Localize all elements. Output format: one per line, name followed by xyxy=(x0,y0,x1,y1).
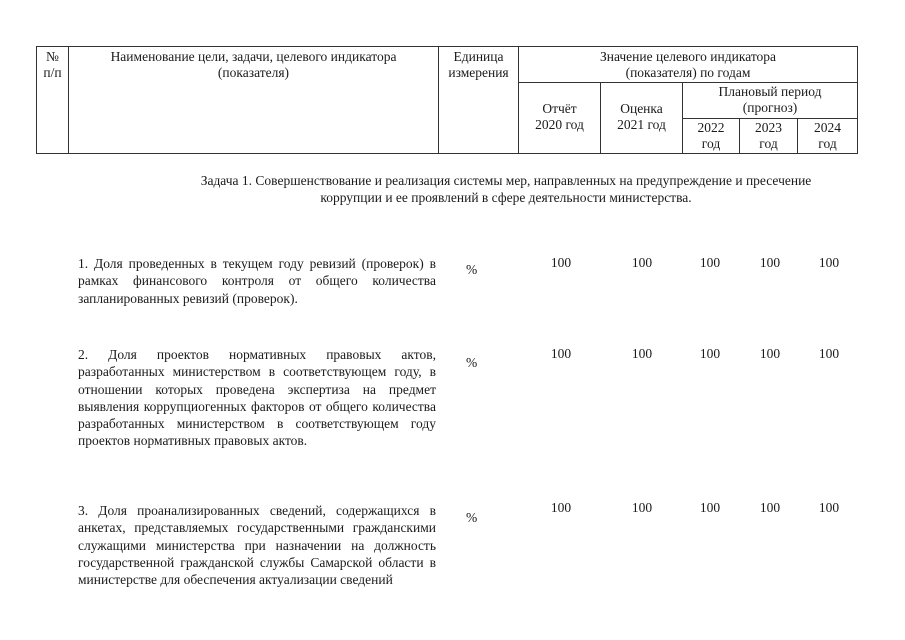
header-report-2020: Отчёт 2020 год xyxy=(535,101,584,132)
indicator-value-2024: 100 xyxy=(818,346,840,361)
indicator-value-2023: 100 xyxy=(759,255,781,270)
header-name: Наименование цели, задачи, целевого индикатора (показателя) xyxy=(110,49,397,80)
indicator-unit: % xyxy=(466,355,478,370)
indicator-text: 1. Доля проведенных в текущем году ревизий (проверок) в рамках финансового контроля от общего количества запланированных ревизий (проверок). xyxy=(78,256,436,306)
table-border-top xyxy=(36,46,858,47)
indicator-value-2022: 100 xyxy=(699,346,721,361)
indicator-value-2024: 100 xyxy=(818,500,840,515)
header-estimate-2021: Оценка 2021 год xyxy=(617,101,666,132)
row-separator xyxy=(682,118,858,119)
header-year-2024: 2024 год xyxy=(814,120,841,151)
indicator-value-2020: 100 xyxy=(550,255,572,270)
indicator-text: 3. Доля проанализированных сведений, содержащихся в анкетах, представляемых государственными гражданскими служащими министерства при назначении на должность государственной гражданской службы Самарской области в министерстве для обеспечения актуализации сведений xyxy=(78,503,436,588)
indicator-text: 2. Доля проектов нормативных правовых актов, разработанных министерством в соответствующем году, в отношении которых проведена экспертиза на предмет выявления коррупциогенных факторов от общего количества разработанных министерством в соответствующем году проектов нормативных правовых актов. xyxy=(78,347,436,449)
header-year-2023: 2023 год xyxy=(755,120,782,151)
row-separator xyxy=(518,82,858,83)
task-heading-line2: коррупции и ее проявлений в сфере деятельности министерства. xyxy=(320,190,692,205)
indicator-value-2022: 100 xyxy=(699,500,721,515)
header-num: № п/п xyxy=(43,49,62,80)
header-year-2022: 2022 год xyxy=(697,120,725,151)
indicator-unit: % xyxy=(466,262,478,277)
header-value-group: Значение целевого индикатора (показателя) по годам xyxy=(599,49,777,80)
indicator-unit: % xyxy=(466,510,478,525)
header-unit: Единица измерения xyxy=(448,49,509,80)
header-table xyxy=(36,46,858,154)
indicator-value-2020: 100 xyxy=(550,346,572,361)
task-heading xyxy=(150,172,862,206)
indicator-value-2021: 100 xyxy=(631,255,653,270)
table-border-right xyxy=(857,46,858,154)
indicator-value-2021: 100 xyxy=(631,500,653,515)
indicator-value-2022: 100 xyxy=(699,255,721,270)
indicator-value-2023: 100 xyxy=(759,500,781,515)
indicator-value-2023: 100 xyxy=(759,346,781,361)
indicator-value-2021: 100 xyxy=(631,346,653,361)
indicator-value-2020: 100 xyxy=(550,500,572,515)
indicator-value-2024: 100 xyxy=(818,255,840,270)
table-border-bottom xyxy=(36,153,858,154)
task-heading-line1: Задача 1. Совершенствование и реализация системы мер, направленных на предупреждение и пресечение xyxy=(200,173,812,188)
header-plan-period: Плановый период (прогноз) xyxy=(718,84,822,115)
